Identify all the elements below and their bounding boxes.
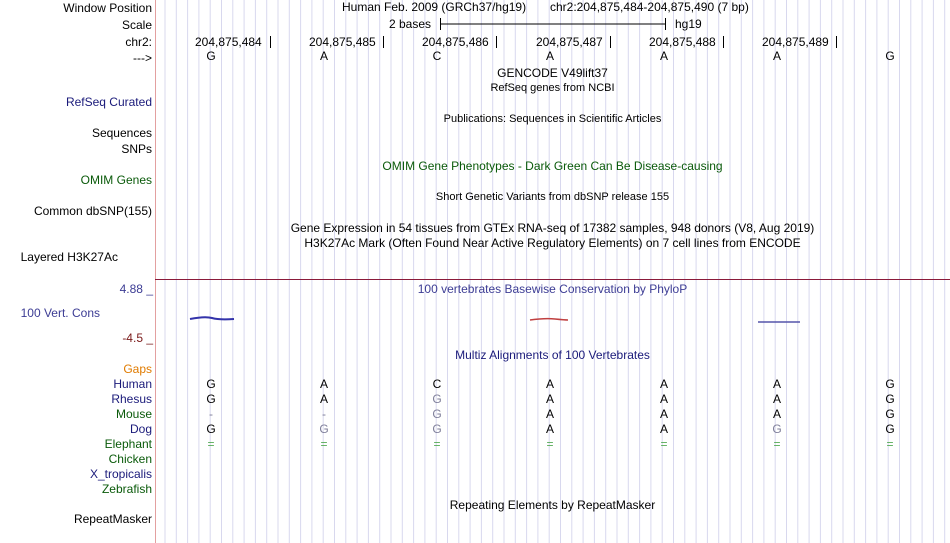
alignment-base-dog: A: [545, 422, 554, 436]
ruler-position-3: 204,875,486: [422, 35, 489, 49]
base-4: A: [545, 49, 554, 63]
alignment-base-human: A: [319, 377, 328, 391]
alignment-base-rhesus: G: [885, 392, 895, 406]
alignment-base-elephant: =: [320, 437, 328, 451]
scale-db: hg19: [675, 17, 702, 31]
phylop-track-title: 100 vertebrates Basewise Conservation by PhyloP: [417, 282, 688, 296]
alignment-base-mouse: G: [432, 407, 442, 421]
alignment-base-human: G: [885, 377, 895, 391]
species-label-dog[interactable]: Dog: [129, 422, 152, 436]
multiz-track-title: Multiz Alignments of 100 Vertebrates: [455, 348, 650, 362]
alignment-base-mouse: A: [772, 407, 781, 421]
h3k27ac-track-title: H3K27Ac Mark (Often Found Near Active Regulatory Elements) on 7 cell lines from ENCODE: [304, 236, 801, 250]
alignment-base-elephant: =: [886, 437, 894, 451]
phylop-max-label: 4.88 _: [119, 282, 153, 296]
repeatmasker-track-title: Repeating Elements by RepeatMasker: [449, 498, 656, 512]
gtex-track-title: Gene Expression in 54 tissues from GTEx RNA-seq of 17382 samples, 948 donors (V8, Aug 2019): [290, 221, 815, 235]
alignment-base-dog: G: [432, 422, 442, 436]
publications-track-title: Publications: Sequences in Scientific Articles: [443, 113, 662, 125]
species-label-human[interactable]: Human: [113, 377, 152, 391]
alignment-base-elephant: =: [660, 437, 668, 451]
strand-arrow-label[interactable]: --->: [133, 51, 152, 65]
alignment-base-dog: G: [885, 422, 895, 436]
alignment-base-human: A: [659, 377, 668, 391]
ruler-position-6: 204,875,489: [762, 35, 829, 49]
ruler-position-2: 204,875,485: [309, 35, 376, 49]
alignment-base-human: A: [545, 377, 554, 391]
alignment-base-rhesus: G: [432, 392, 442, 406]
position-readout: chr2:204,875,484-204,875,490 (7 bp): [550, 0, 749, 14]
alignment-base-rhesus: A: [319, 392, 328, 406]
snps-track-label[interactable]: SNPs: [121, 142, 152, 156]
gaps-label[interactable]: Gaps: [123, 362, 152, 376]
alignment-base-human: G: [206, 377, 216, 391]
omim-track-label[interactable]: OMIM Genes: [80, 173, 152, 187]
omim-track-title: OMIM Gene Phenotypes - Dark Green Can Be Disease-causing: [382, 159, 723, 173]
alignment-base-mouse: -: [322, 407, 326, 421]
scale-label: Scale: [121, 18, 152, 32]
base-3: C: [432, 49, 442, 63]
alignment-base-rhesus: A: [772, 392, 781, 406]
refseq-track-description: RefSeq genes from NCBI: [490, 82, 615, 94]
dbsnp-track-title: Short Genetic Variants from dbSNP release 155: [435, 191, 670, 203]
species-label-zebrafish[interactable]: Zebrafish: [101, 482, 152, 496]
window-position-label: Window Position: [63, 1, 152, 15]
base-2: A: [319, 49, 328, 63]
base-6: A: [772, 49, 781, 63]
scale-text: 2 bases: [389, 17, 432, 31]
ruler-position-1: 204,875,484: [195, 35, 262, 49]
alignment-base-dog: A: [659, 422, 668, 436]
alignment-base-elephant: =: [773, 437, 781, 451]
sequences-track-label[interactable]: Sequences: [91, 126, 152, 140]
alignment-base-dog: G: [772, 422, 782, 436]
phylop-wiggle-1: [190, 317, 234, 319]
h3k27ac-track-label[interactable]: Layered H3K27Ac: [20, 250, 118, 264]
alignment-base-mouse: -: [209, 407, 213, 421]
repeatmasker-track-label[interactable]: RepeatMasker: [73, 512, 152, 526]
alignment-base-rhesus: A: [545, 392, 554, 406]
alignment-base-dog: G: [206, 422, 216, 436]
alignment-base-mouse: G: [885, 407, 895, 421]
species-label-mouse[interactable]: Mouse: [115, 407, 152, 421]
cons-track-label[interactable]: 100 Vert. Cons: [20, 306, 100, 320]
species-label-rhesus[interactable]: Rhesus: [111, 392, 152, 406]
alignment-base-elephant: =: [546, 437, 554, 451]
alignment-base-mouse: A: [659, 407, 668, 421]
alignment-base-human: C: [432, 377, 442, 391]
refseq-track-label[interactable]: RefSeq Curated: [65, 95, 152, 109]
assembly-title: Human Feb. 2009 (GRCh37/hg19): [342, 0, 527, 14]
base-1: G: [206, 49, 216, 63]
chrom-label: chr2:: [125, 35, 152, 49]
base-5: A: [659, 49, 668, 63]
species-label-chicken[interactable]: Chicken: [108, 452, 152, 466]
alignment-base-human: A: [772, 377, 781, 391]
species-label-x-tropicalis[interactable]: X_tropicalis: [89, 467, 152, 481]
alignment-base-elephant: =: [433, 437, 441, 451]
dbsnp-track-label[interactable]: Common dbSNP(155): [33, 204, 152, 218]
ruler-position-5: 204,875,488: [649, 35, 716, 49]
gencode-track-title[interactable]: GENCODE V49lift37: [497, 66, 608, 80]
alignment-base-rhesus: G: [206, 392, 216, 406]
species-label-elephant[interactable]: Elephant: [104, 437, 152, 451]
base-7: G: [885, 49, 895, 63]
ruler-position-4: 204,875,487: [536, 35, 603, 49]
phylop-min-label: -4.5 _: [122, 331, 153, 345]
alignment-base-elephant: =: [207, 437, 215, 451]
alignment-base-rhesus: A: [659, 392, 668, 406]
alignment-base-dog: G: [319, 422, 329, 436]
alignment-base-mouse: A: [545, 407, 554, 421]
